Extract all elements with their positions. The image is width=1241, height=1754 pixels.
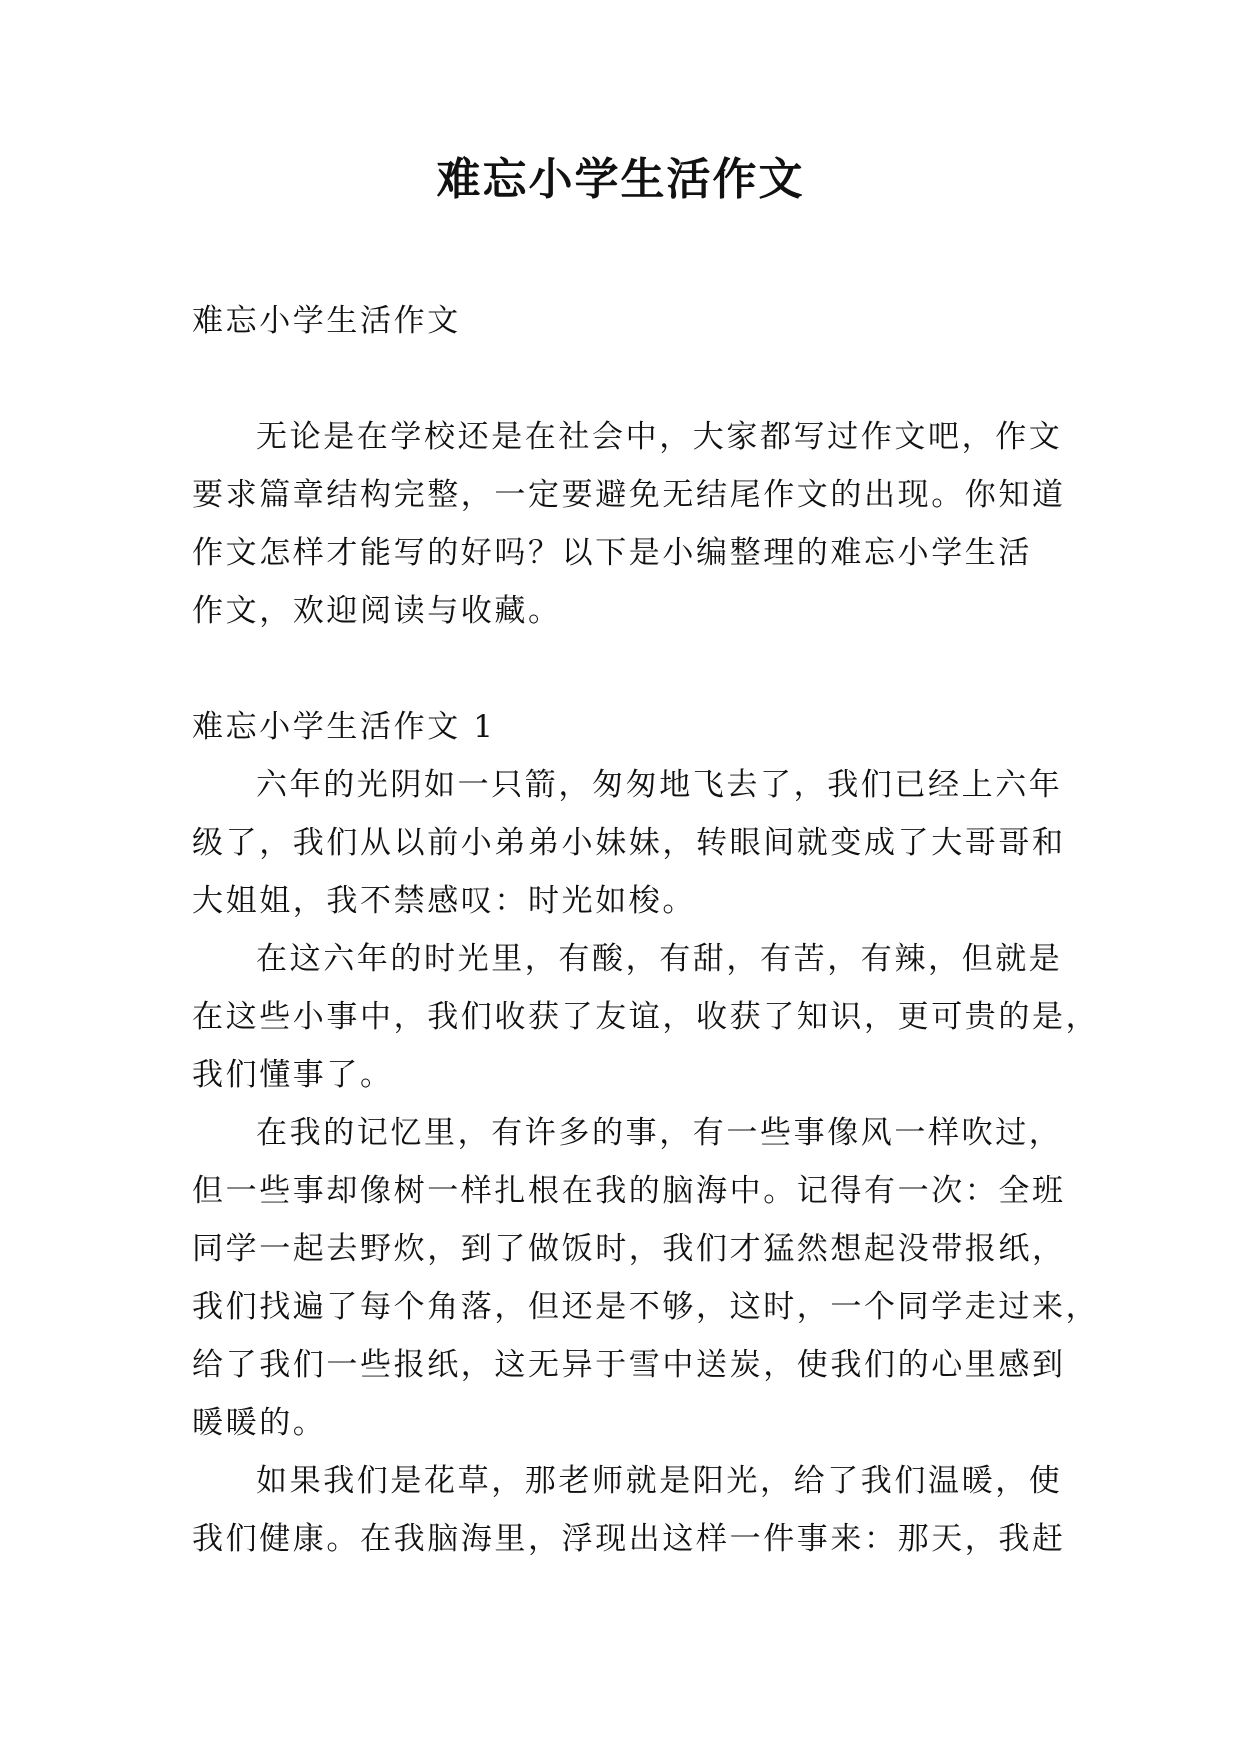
paragraph-line: 我们找遍了每个角落，但还是不够，这时，一个同学走过来， — [192, 1289, 1100, 1325]
paragraph-line: 但一些事却像树一样扎根在我的脑海中。记得有一次：全班 — [192, 1173, 1066, 1209]
spacer — [192, 640, 1062, 698]
paragraph — [192, 756, 1066, 930]
paragraph-line: 六年的光阴如一只箭，匆匆地飞去了，我们已经上六年 — [256, 767, 1063, 803]
paragraph-line: 大姐姐，我不禁感叹：时光如梭。 — [192, 883, 696, 919]
paragraph — [192, 930, 1100, 1104]
intro-line: 无论是在学校还是在社会中，大家都写过作文吧，作文 — [256, 419, 1063, 455]
paragraph-line: 同学一起去野炊，到了做饭时，我们才猛然想起没带报纸， — [192, 1231, 1066, 1267]
document-body — [192, 292, 1100, 1568]
paragraph — [192, 1452, 1066, 1568]
paragraph-line: 级了，我们从以前小弟弟小妹妹，转眼间就变成了大哥哥和 — [192, 825, 1066, 861]
paragraph-line: 在这六年的时光里，有酸，有甜，有苦，有辣，但就是 — [256, 941, 1063, 977]
paragraph — [192, 1104, 1100, 1452]
paragraph-line: 如果我们是花草，那老师就是阳光，给了我们温暖，使 — [256, 1463, 1063, 1499]
spacer — [192, 350, 1062, 408]
intro-paragraph — [192, 408, 1066, 640]
document-title: 难忘小学生活作文 — [436, 154, 805, 205]
paragraph-line: 我们健康。在我脑海里，浮现出这样一件事来：那天，我赶 — [192, 1521, 1066, 1557]
paragraph-line: 在我的记忆里，有许多的事，有一些事像风一样吹过， — [256, 1115, 1063, 1151]
paragraph-line: 给了我们一些报纸，这无异于雪中送炭，使我们的心里感到 — [192, 1347, 1066, 1383]
intro-line: 要求篇章结构完整，一定要避免无结尾作文的出现。你知道 — [192, 477, 1066, 513]
subtitle: 难忘小学生活作文 — [192, 303, 461, 339]
intro-line: 作文，欢迎阅读与收藏。 — [192, 593, 562, 629]
intro-line: 作文怎样才能写的好吗？以下是小编整理的难忘小学生活 — [192, 535, 1032, 571]
paragraph-line: 我们懂事了。 — [192, 1057, 394, 1093]
paragraph-line: 暖暖的。 — [192, 1405, 327, 1441]
paragraph-line: 在这些小事中，我们收获了友谊，收获了知识，更可贵的是， — [192, 999, 1100, 1035]
section-heading: 难忘小学生活作文 1 — [192, 709, 496, 745]
